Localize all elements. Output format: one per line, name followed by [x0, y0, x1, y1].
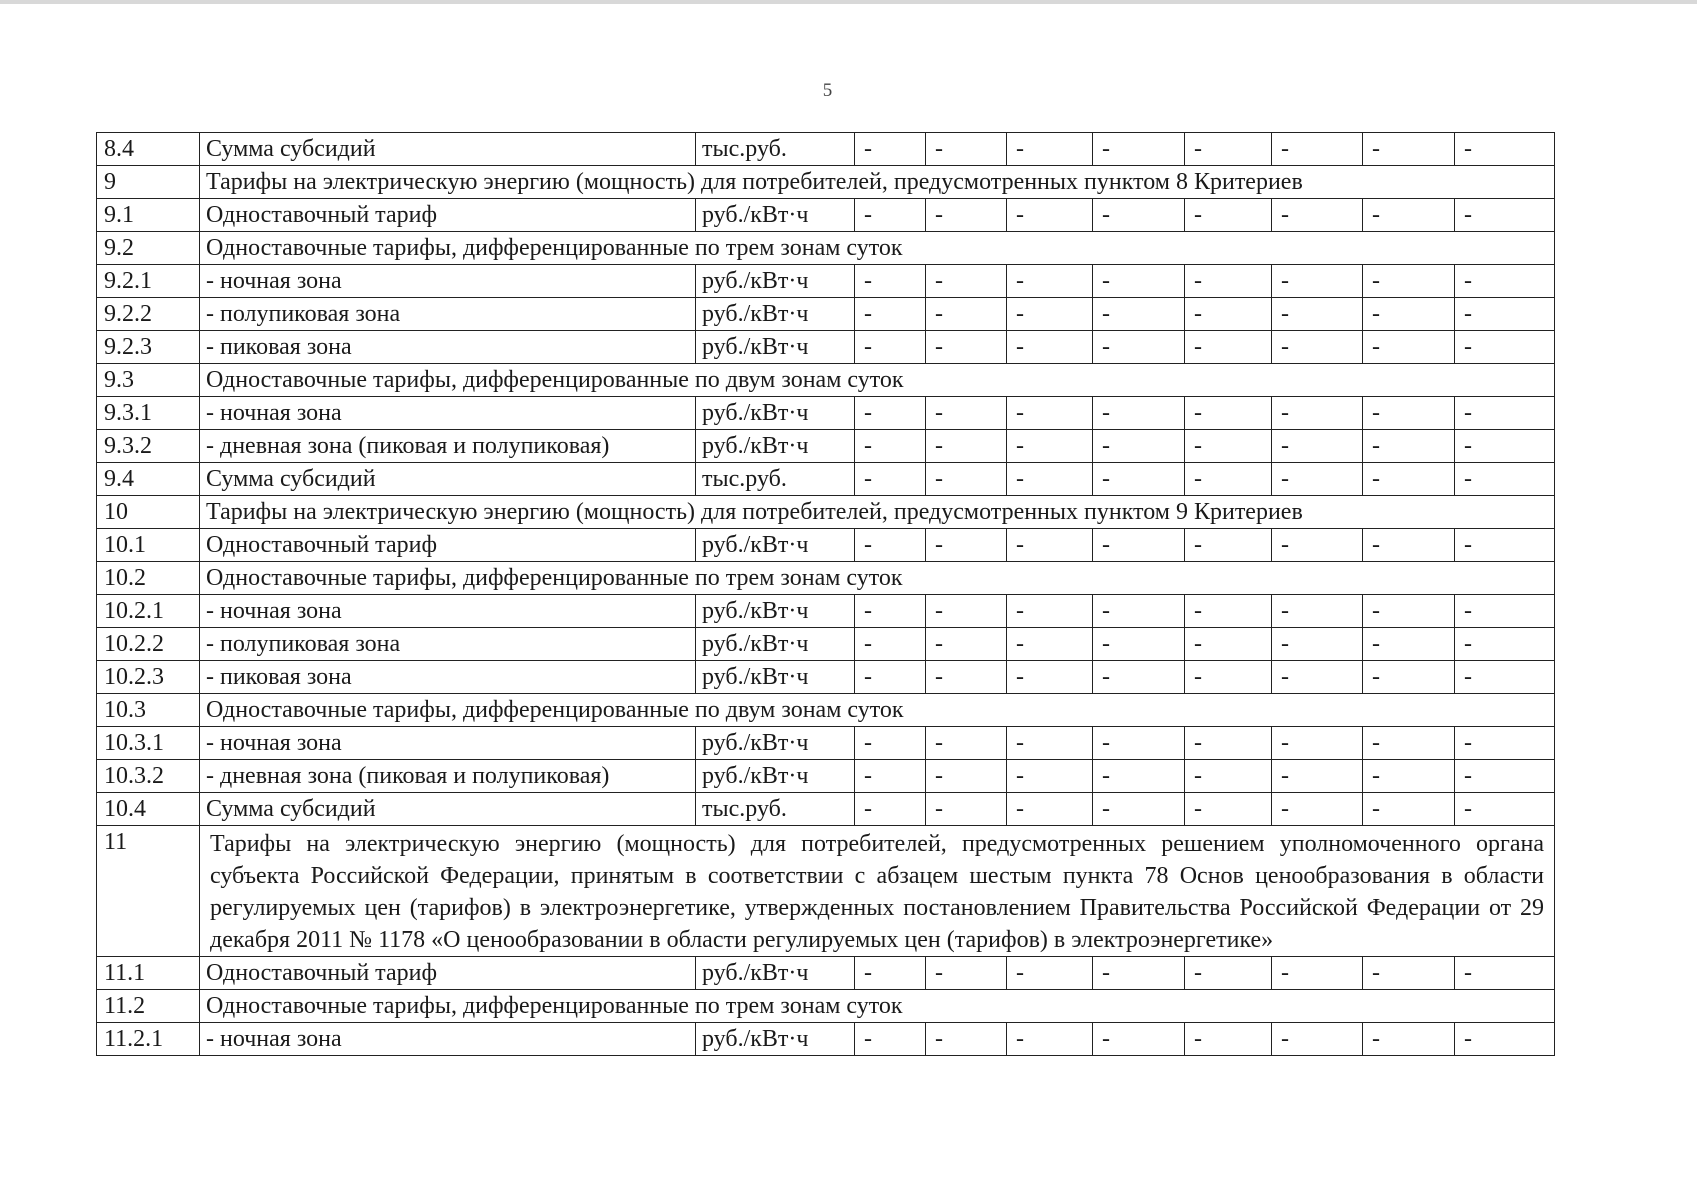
section-row — [97, 826, 1555, 957]
value-cell: - — [1455, 463, 1555, 496]
value-cell: - — [1455, 298, 1555, 331]
value-cell: - — [1272, 793, 1363, 826]
value-cell: - — [855, 397, 926, 430]
row-number: 11.1 — [97, 957, 200, 990]
table-row — [97, 661, 1555, 694]
value-cell: - — [1093, 199, 1185, 232]
value-cell: - — [1093, 957, 1185, 990]
value-cell: - — [1185, 397, 1272, 430]
value-cell: - — [1272, 331, 1363, 364]
row-name: - полупиковая зона — [200, 628, 696, 661]
value-cell: - — [1363, 595, 1455, 628]
value-cell: - — [1093, 463, 1185, 496]
value-cell: - — [1363, 430, 1455, 463]
value-cell: - — [855, 628, 926, 661]
value-cell: - — [1007, 529, 1093, 562]
table-row — [97, 760, 1555, 793]
value-cell: - — [855, 529, 926, 562]
value-cell: - — [926, 133, 1007, 166]
page-number: 5 — [822, 80, 833, 101]
row-number: 11 — [97, 826, 200, 957]
row-number: 9.3.2 — [97, 430, 200, 463]
row-number: 9.1 — [97, 199, 200, 232]
value-cell: - — [1272, 957, 1363, 990]
value-cell: - — [1093, 727, 1185, 760]
row-unit: руб./кВт·ч — [696, 595, 855, 628]
value-cell: - — [1363, 661, 1455, 694]
value-cell: - — [1363, 793, 1455, 826]
table-row — [97, 957, 1555, 990]
row-unit: руб./кВт·ч — [696, 397, 855, 430]
value-cell: - — [1363, 957, 1455, 990]
value-cell: - — [1007, 133, 1093, 166]
row-unit: руб./кВт·ч — [696, 199, 855, 232]
value-cell: - — [1007, 430, 1093, 463]
value-cell: - — [1272, 298, 1363, 331]
value-cell: - — [1363, 133, 1455, 166]
value-cell: - — [855, 1023, 926, 1056]
value-cell: - — [855, 331, 926, 364]
value-cell: - — [1272, 1023, 1363, 1056]
value-cell: - — [855, 595, 926, 628]
value-cell: - — [1007, 793, 1093, 826]
value-cell: - — [1455, 760, 1555, 793]
value-cell: - — [1363, 199, 1455, 232]
row-unit: руб./кВт·ч — [696, 1023, 855, 1056]
value-cell: - — [926, 430, 1007, 463]
value-cell: - — [1272, 628, 1363, 661]
value-cell: - — [1185, 199, 1272, 232]
value-cell: - — [1455, 265, 1555, 298]
value-cell: - — [1455, 628, 1555, 661]
value-cell: - — [1007, 463, 1093, 496]
row-number: 9.4 — [97, 463, 200, 496]
table-row — [97, 397, 1555, 430]
row-name: Одноставочные тарифы, дифференцированные по двум зонам суток — [200, 694, 1555, 727]
row-number: 10.4 — [97, 793, 200, 826]
value-cell: - — [1007, 1023, 1093, 1056]
value-cell: - — [926, 727, 1007, 760]
value-cell: - — [1007, 199, 1093, 232]
section-row — [97, 562, 1555, 595]
value-cell: - — [1093, 661, 1185, 694]
row-number: 9.2.2 — [97, 298, 200, 331]
row-name: Одноставочные тарифы, дифференцированные по трем зонам суток — [200, 232, 1555, 265]
row-name: Одноставочный тариф — [200, 199, 696, 232]
row-number: 10.3.1 — [97, 727, 200, 760]
value-cell: - — [1007, 298, 1093, 331]
table-row — [97, 727, 1555, 760]
value-cell: - — [926, 595, 1007, 628]
row-unit: руб./кВт·ч — [696, 265, 855, 298]
table-row — [97, 529, 1555, 562]
row-number: 9.3.1 — [97, 397, 200, 430]
value-cell: - — [1185, 463, 1272, 496]
value-cell: - — [1455, 595, 1555, 628]
value-cell: - — [1185, 430, 1272, 463]
value-cell: - — [855, 661, 926, 694]
value-cell: - — [926, 760, 1007, 793]
value-cell: - — [1272, 529, 1363, 562]
value-cell: - — [1185, 661, 1272, 694]
value-cell: - — [1185, 595, 1272, 628]
row-unit: тыс.руб. — [696, 463, 855, 496]
value-cell: - — [1007, 397, 1093, 430]
value-cell: - — [1455, 1023, 1555, 1056]
value-cell: - — [926, 529, 1007, 562]
value-cell: - — [1363, 1023, 1455, 1056]
row-unit: руб./кВт·ч — [696, 529, 855, 562]
value-cell: - — [926, 298, 1007, 331]
value-cell: - — [1185, 298, 1272, 331]
value-cell: - — [1272, 463, 1363, 496]
row-number: 9.2.3 — [97, 331, 200, 364]
value-cell: - — [855, 133, 926, 166]
row-unit: руб./кВт·ч — [696, 727, 855, 760]
row-number: 10.2.1 — [97, 595, 200, 628]
value-cell: - — [1185, 133, 1272, 166]
value-cell: - — [855, 463, 926, 496]
row-unit: руб./кВт·ч — [696, 298, 855, 331]
row-number: 9 — [97, 166, 200, 199]
row-name: Одноставочный тариф — [200, 957, 696, 990]
value-cell: - — [926, 397, 1007, 430]
tariff-table — [96, 132, 1555, 1056]
row-number: 10.3.2 — [97, 760, 200, 793]
row-name: - ночная зона — [200, 397, 696, 430]
value-cell: - — [1185, 760, 1272, 793]
row-number: 10.1 — [97, 529, 200, 562]
row-number: 10.2 — [97, 562, 200, 595]
value-cell: - — [1455, 957, 1555, 990]
value-cell: - — [1363, 298, 1455, 331]
table-row — [97, 298, 1555, 331]
row-name: Одноставочный тариф — [200, 529, 696, 562]
value-cell: - — [1185, 727, 1272, 760]
value-cell: - — [926, 661, 1007, 694]
value-cell: - — [1007, 760, 1093, 793]
row-name: Одноставочные тарифы, дифференцированные по трем зонам суток — [200, 562, 1555, 595]
value-cell: - — [1093, 595, 1185, 628]
value-cell: - — [1093, 133, 1185, 166]
row-number: 10.2.2 — [97, 628, 200, 661]
section-row — [97, 496, 1555, 529]
value-cell: - — [1007, 661, 1093, 694]
row-name: - пиковая зона — [200, 331, 696, 364]
value-cell: - — [1272, 760, 1363, 793]
value-cell: - — [855, 957, 926, 990]
value-cell: - — [1272, 265, 1363, 298]
value-cell: - — [1185, 529, 1272, 562]
table-row — [97, 430, 1555, 463]
value-cell: - — [1455, 199, 1555, 232]
section-row — [97, 694, 1555, 727]
row-number: 10 — [97, 496, 200, 529]
value-cell: - — [926, 463, 1007, 496]
value-cell: - — [1455, 529, 1555, 562]
value-cell: - — [1093, 265, 1185, 298]
value-cell: - — [855, 793, 926, 826]
value-cell: - — [1007, 957, 1093, 990]
value-cell: - — [926, 199, 1007, 232]
row-number: 9.2 — [97, 232, 200, 265]
row-number: 8.4 — [97, 133, 200, 166]
value-cell: - — [1363, 727, 1455, 760]
row-unit: руб./кВт·ч — [696, 661, 855, 694]
value-cell: - — [1007, 595, 1093, 628]
row-name: - пиковая зона — [200, 661, 696, 694]
value-cell: - — [1272, 661, 1363, 694]
row-unit: руб./кВт·ч — [696, 957, 855, 990]
value-cell: - — [1363, 397, 1455, 430]
value-cell: - — [1185, 957, 1272, 990]
page-top-edge — [0, 0, 1697, 4]
value-cell: - — [1093, 628, 1185, 661]
row-number: 9.2.1 — [97, 265, 200, 298]
value-cell: - — [855, 298, 926, 331]
value-cell: - — [1455, 793, 1555, 826]
row-name: - ночная зона — [200, 595, 696, 628]
row-unit: тыс.руб. — [696, 793, 855, 826]
table-row — [97, 331, 1555, 364]
value-cell: - — [1093, 1023, 1185, 1056]
value-cell: - — [1093, 529, 1185, 562]
table-row — [97, 628, 1555, 661]
section-row — [97, 166, 1555, 199]
row-name: Одноставочные тарифы, дифференцированные по двум зонам суток — [200, 364, 1555, 397]
section-row — [97, 364, 1555, 397]
value-cell: - — [1007, 331, 1093, 364]
row-name: - ночная зона — [200, 1023, 696, 1056]
row-name: Тарифы на электрическую энергию (мощность) для потребителей, предусмотренных пунктом 9 Критериев — [200, 496, 1555, 529]
value-cell: - — [1455, 133, 1555, 166]
row-name: Тарифы на электрическую энергию (мощность) для потребителей, предусмотренных пунктом 8 Критериев — [200, 166, 1555, 199]
row-name: Одноставочные тарифы, дифференцированные по трем зонам суток — [200, 990, 1555, 1023]
row-name: - ночная зона — [200, 265, 696, 298]
value-cell: - — [1363, 331, 1455, 364]
value-cell: - — [1272, 430, 1363, 463]
row-number: 11.2 — [97, 990, 200, 1023]
value-cell: - — [1363, 463, 1455, 496]
value-cell: - — [1363, 265, 1455, 298]
row-name: - полупиковая зона — [200, 298, 696, 331]
value-cell: - — [1455, 397, 1555, 430]
row-unit: руб./кВт·ч — [696, 628, 855, 661]
table-row — [97, 595, 1555, 628]
value-cell: - — [855, 430, 926, 463]
row-name: - дневная зона (пиковая и полупиковая) — [200, 430, 696, 463]
table-row — [97, 199, 1555, 232]
value-cell: - — [1093, 430, 1185, 463]
value-cell: - — [926, 1023, 1007, 1056]
row-number: 10.2.3 — [97, 661, 200, 694]
value-cell: - — [1455, 661, 1555, 694]
row-number: 11.2.1 — [97, 1023, 200, 1056]
value-cell: - — [1455, 331, 1555, 364]
value-cell: - — [1093, 331, 1185, 364]
table-row — [97, 793, 1555, 826]
value-cell: - — [926, 793, 1007, 826]
value-cell: - — [1007, 265, 1093, 298]
value-cell: - — [1272, 727, 1363, 760]
table-row — [97, 1023, 1555, 1056]
value-cell: - — [1093, 298, 1185, 331]
value-cell: - — [1455, 727, 1555, 760]
value-cell: - — [1363, 628, 1455, 661]
value-cell: - — [926, 331, 1007, 364]
value-cell: - — [1007, 628, 1093, 661]
table-row — [97, 265, 1555, 298]
value-cell: - — [1007, 727, 1093, 760]
value-cell: - — [1272, 397, 1363, 430]
value-cell: - — [1093, 793, 1185, 826]
row-unit: тыс.руб. — [696, 133, 855, 166]
value-cell: - — [855, 265, 926, 298]
value-cell: - — [855, 760, 926, 793]
value-cell: - — [926, 957, 1007, 990]
value-cell: - — [1185, 331, 1272, 364]
row-name: Сумма субсидий — [200, 133, 696, 166]
row-unit: руб./кВт·ч — [696, 430, 855, 463]
row-name: Тарифы на электрическую энергию (мощность) для потребителей, предусмотренных решением уполномоченного органа субъекта Российской Федерации, принятым в соответствии с абзацем шестым пункта 78 Основ ценообразования в области регулируемых цен (тарифов) в электроэнергетике, утвержденных постановлением Правительства Российской Федерации от 29 декабря 2011 № 1178 «О ценообразовании в области регулируемых цен (тарифов) в электроэнергетике» — [200, 826, 1555, 957]
value-cell: - — [1093, 760, 1185, 793]
row-name: - ночная зона — [200, 727, 696, 760]
value-cell: - — [1272, 595, 1363, 628]
table-row — [97, 133, 1555, 166]
value-cell: - — [1185, 793, 1272, 826]
value-cell: - — [926, 265, 1007, 298]
row-unit: руб./кВт·ч — [696, 760, 855, 793]
value-cell: - — [1363, 760, 1455, 793]
row-name: Сумма субсидий — [200, 463, 696, 496]
row-name: Сумма субсидий — [200, 793, 696, 826]
value-cell: - — [1272, 199, 1363, 232]
row-unit: руб./кВт·ч — [696, 331, 855, 364]
value-cell: - — [855, 727, 926, 760]
section-row — [97, 232, 1555, 265]
value-cell: - — [1455, 430, 1555, 463]
row-number: 10.3 — [97, 694, 200, 727]
row-number: 9.3 — [97, 364, 200, 397]
value-cell: - — [1272, 133, 1363, 166]
value-cell: - — [855, 199, 926, 232]
value-cell: - — [1185, 628, 1272, 661]
section-row — [97, 990, 1555, 1023]
value-cell: - — [1093, 397, 1185, 430]
table-row — [97, 463, 1555, 496]
value-cell: - — [1363, 529, 1455, 562]
value-cell: - — [1185, 265, 1272, 298]
value-cell: - — [926, 628, 1007, 661]
value-cell: - — [1185, 1023, 1272, 1056]
row-name: - дневная зона (пиковая и полупиковая) — [200, 760, 696, 793]
